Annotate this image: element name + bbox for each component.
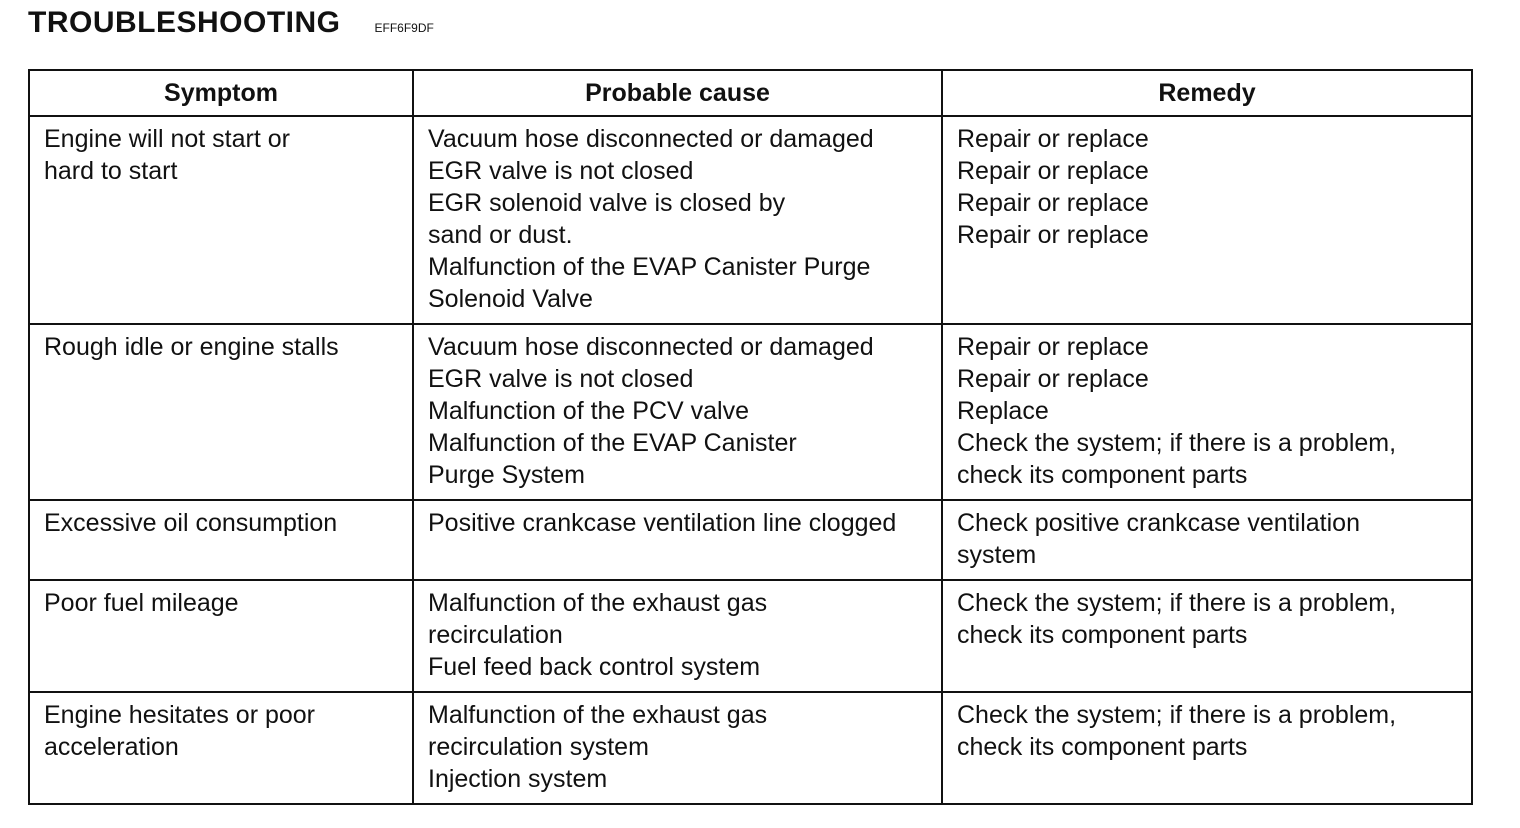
- cause-line: recirculation system: [428, 733, 649, 761]
- cause-line: sand or dust.: [428, 221, 573, 249]
- cause-line: Malfunction of the exhaust gas: [428, 701, 768, 729]
- page-title: TROUBLESHOOTING: [28, 6, 341, 39]
- table-row: [29, 500, 1472, 580]
- table-row: [29, 580, 1472, 692]
- symptom-cell: [29, 692, 413, 804]
- symptom-line: Engine hesitates or poor: [44, 701, 316, 729]
- remedy-line: Check the system; if there is a problem,: [957, 589, 1397, 617]
- symptom-line: acceleration: [44, 733, 179, 761]
- table-row: [29, 116, 1472, 324]
- document-code: EFF6F9DF: [374, 21, 434, 35]
- cause-cell: [413, 692, 942, 804]
- symptom-line: Excessive oil consumption: [44, 509, 338, 537]
- remedy-line: Check the system; if there is a problem,: [957, 429, 1397, 457]
- cause-line: Malfunction of the EVAP Canister Purge: [428, 253, 871, 281]
- remedy-cell: [942, 580, 1472, 692]
- cause-line: Malfunction of the PCV valve: [428, 397, 749, 425]
- remedy-line: Repair or replace: [957, 157, 1149, 185]
- remedy-line: Check positive crankcase ventilation: [957, 509, 1360, 537]
- cause-line: Positive crankcase ventilation line clogged: [428, 509, 897, 537]
- symptom-cell: [29, 116, 413, 324]
- cause-line: Malfunction of the exhaust gas: [428, 589, 768, 617]
- column-header-remedy: Remedy: [942, 70, 1472, 116]
- remedy-line: Repair or replace: [957, 333, 1149, 361]
- cause-line: EGR valve is not closed: [428, 365, 694, 393]
- symptom-line: hard to start: [44, 157, 178, 185]
- remedy-line: Repair or replace: [957, 189, 1149, 217]
- cause-line: Vacuum hose disconnected or damaged: [428, 333, 874, 361]
- remedy-line: Replace: [957, 397, 1049, 425]
- remedy-line: Check the system; if there is a problem,: [957, 701, 1397, 729]
- symptom-line: Poor fuel mileage: [44, 589, 239, 617]
- remedy-line: Repair or replace: [957, 125, 1149, 153]
- page-header: [28, 6, 434, 40]
- column-header-probable-cause: Probable cause: [413, 70, 942, 116]
- remedy-cell: [942, 116, 1472, 324]
- troubleshooting-table: [28, 69, 1473, 805]
- remedy-line: Repair or replace: [957, 221, 1149, 249]
- table-row: [29, 692, 1472, 804]
- cause-line: Injection system: [428, 765, 608, 793]
- symptom-cell: [29, 500, 413, 580]
- cause-line: recirculation: [428, 621, 563, 649]
- cause-cell: [413, 116, 942, 324]
- cause-cell: [413, 324, 942, 500]
- cause-cell: [413, 500, 942, 580]
- column-header-symptom: Symptom: [29, 70, 413, 116]
- remedy-line: Repair or replace: [957, 365, 1149, 393]
- cause-cell: [413, 580, 942, 692]
- remedy-line: system: [957, 541, 1037, 569]
- symptom-cell: [29, 324, 413, 500]
- symptom-cell: [29, 580, 413, 692]
- cause-line: Malfunction of the EVAP Canister: [428, 429, 797, 457]
- table-header-row: [29, 70, 1472, 116]
- remedy-line: check its component parts: [957, 621, 1248, 649]
- table-row: [29, 324, 1472, 500]
- cause-line: Purge System: [428, 461, 586, 489]
- cause-line: Fuel feed back control system: [428, 653, 761, 681]
- symptom-line: Engine will not start or: [44, 125, 290, 153]
- cause-line: EGR valve is not closed: [428, 157, 694, 185]
- cause-line: Vacuum hose disconnected or damaged: [428, 125, 874, 153]
- cause-line: EGR solenoid valve is closed by: [428, 189, 786, 217]
- remedy-cell: [942, 500, 1472, 580]
- remedy-line: check its component parts: [957, 461, 1248, 489]
- symptom-line: Rough idle or engine stalls: [44, 333, 339, 361]
- cause-line: Solenoid Valve: [428, 285, 593, 313]
- remedy-cell: [942, 692, 1472, 804]
- remedy-cell: [942, 324, 1472, 500]
- remedy-line: check its component parts: [957, 733, 1248, 761]
